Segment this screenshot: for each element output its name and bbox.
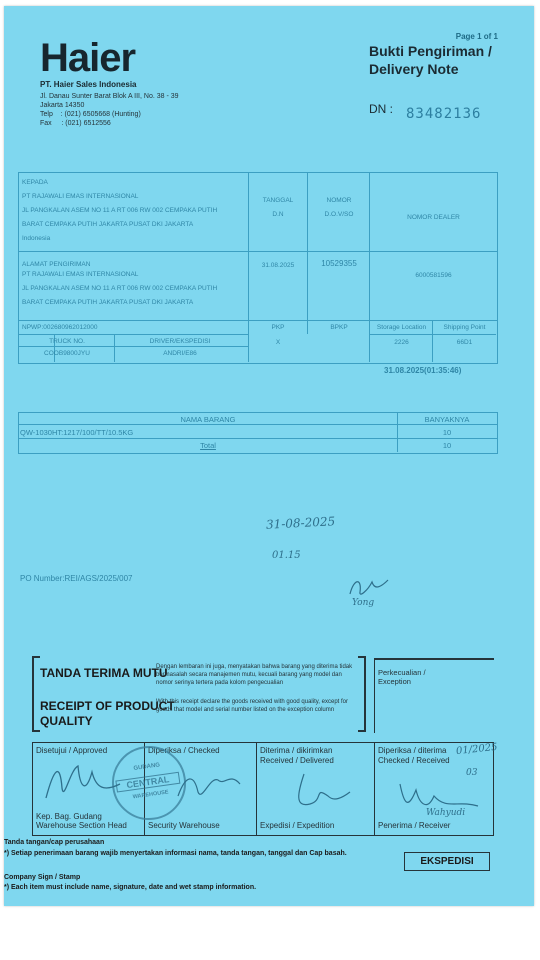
ekspedisi-badge: EKSPEDISI [404,852,490,871]
received-date-handwritten: 01/2025 [455,741,499,758]
dealer-value: 6000581596 [415,272,452,279]
truck-value: COOB9800JYU [44,350,90,357]
footer-sign-en: Company Sign / Stamp [4,874,81,881]
footer-note-en: *) Each item must include name, signature, date and wet stamp information. [4,884,257,891]
signature-checked-scribble [174,766,244,806]
tanggal-label: TANGGAL [262,197,294,204]
tanggal-sub: D.N [272,211,284,218]
stamp-line-1: GUDANG [133,762,161,772]
sig-received-en: Checked / Received [378,756,450,765]
company-address [40,92,179,128]
address-line-1: Jl. Danau Sunter Barat Blok A III, No. 38 - 39 [40,93,179,100]
alamat-label: ALAMAT PENGIRIMAN [22,261,91,268]
handwritten-sign-name: Yong [352,598,375,608]
sig-delivered-label [260,746,334,766]
signature-approved-scribble [40,758,130,808]
sig-approved-label: Disetujui / Approved [36,746,108,755]
receiver-name-handwritten: Wahyudi [426,808,466,818]
sig-expedisi-label: Expedisi / Expedition [260,821,335,830]
po-number: PO Number:REI/AGS/2025/007 [20,574,133,583]
shipping-value: 66D1 [456,339,473,346]
document-title-en: Delivery Note [369,61,459,77]
kepada-block [22,178,217,244]
item-row-name: QW-1030HT:1217/100/TT/10.5KG [20,428,134,437]
col-banyaknya: BANYAKNYA [424,415,470,424]
col-nama-barang: NAMA BARANG [180,415,236,424]
fax-line: Fax : (021) 6512556 [40,120,111,127]
nomor-value: 10529355 [321,259,357,268]
footer-ttd: Tanda tangan/cap perusahaan [4,839,105,846]
dn-number: 83482136 [406,106,482,122]
telp-line: Telp : (021) 6505668 (Hunting) [40,111,141,118]
shipping-label: Shipping Point [443,324,486,331]
receipt-title-en-1: RECEIPT OF PRODUCT [40,699,175,713]
nomor-header [309,196,369,220]
sig-received-id: Diperiksa / diterima [378,746,447,755]
alamat-address-2: BARAT CEMPAKA PUTIH JAKARTA PUSAT DKI JAKARTA [22,299,194,306]
signature-delivered-scribble [284,768,354,816]
sig-delivered-en: Received / Delivered [260,756,334,765]
company-name: PT. Haier Sales Indonesia [40,80,137,89]
stamp-line-3: WAREHOUSE [132,789,169,801]
receipt-title-en [40,699,175,729]
sig-checked-label: Diperiksa / Checked [148,746,220,755]
receipt-title-en-2: QUALITY [40,714,93,728]
truck-label: TRUCK NO. [49,338,85,345]
exception-label: Perkecualian / Exception [378,668,426,686]
alamat-name: PT RAJAWALI EMAS INTERNASIONAL [22,271,139,278]
item-row-qty: 10 [442,428,452,437]
sig-wh-head-id: Kep. Bag. Gudang [36,812,102,821]
dealer-label: NOMOR DEALER [407,214,460,221]
sig-wh-head-label [36,812,127,830]
document-title-id: Bukti Pengiriman / [369,43,492,59]
tanggal-header [250,196,306,220]
sig-wh-head-en: Warehouse Section Head [36,821,127,830]
total-qty: 10 [442,441,452,450]
total-label: Total [200,441,216,450]
delivery-note-paper [4,6,534,906]
address-line-2: Jakarta 14350 [40,102,85,109]
npwp-value: NPWP:002680962012000 [22,324,98,331]
nomor-sub: D.O.V/SO [324,211,354,218]
driver-label: DRIVER/EKSPEDISI [149,338,211,345]
handwritten-date: 31-08-2025 [265,514,336,532]
receipt-text-en: With this receipt declare the goods received with good quality, except for goods that model and serial number listed on the exception column [156,699,348,713]
sig-security-label: Security Warehouse [148,821,220,830]
tanggal-value: 31.08.2025 [261,262,295,269]
sig-penerima-label: Penerima / Receiver [378,821,451,830]
driver-value: ANDRI/E86 [163,350,197,357]
print-timestamp: 31.08.2025(01:35:46) [384,366,462,375]
alamat-block [22,260,217,308]
stamp-line-2: CENTRAL [115,772,180,793]
haier-logo: Haier [40,36,136,80]
handwritten-code: 01.15 [272,550,301,561]
storage-label: Storage Location [376,324,427,331]
sig-delivered-id: Diterima / dikirimkan [260,746,333,755]
pkp-value: X [275,339,281,346]
receipt-text-id: Dengan lembaran ini juga, menyatakan bahwa barang yang diterima tidak bermasalah secara manajemen mutu, kecuali barang yang model dan nomor serinya tertera pada kolom pengecualian [156,664,353,686]
sig-received-label [378,746,450,766]
alamat-address-1: JL PANGKALAN ASEM NO 11 A RT 006 RW 002 CEMPAKA PUTIH [22,285,218,292]
received-month-handwritten: 03 [466,768,478,778]
kepada-name: PT RAJAWALI EMAS INTERNASIONAL [22,193,139,200]
pkp-label: PKP [271,324,285,331]
nomor-label: NOMOR [326,197,352,204]
page-indicator: Page 1 of 1 [455,32,498,41]
kepada-address-3: Indonesia [22,235,51,242]
bpkp-label: BPKP [330,324,348,331]
kepada-address-1: JL PANGKALAN ASEM NO 11 A RT 006 RW 002 CEMPAKA PUTIH [22,207,218,214]
kepada-label: KEPADA [22,179,48,186]
document-title [369,42,492,78]
kepada-address-2: BARAT CEMPAKA PUTIH JAKARTA PUSAT DKI JAKARTA [22,221,194,228]
dn-label: DN : [369,102,393,116]
receipt-title-id: TANDA TERIMA MUTU [40,666,168,680]
storage-value: 2226 [394,339,409,346]
footer-note-id: *) Setiap penerimaan barang wajib menyertakan informasi nama, tanda tangan, tanggal dan Cap basah. [4,850,347,857]
